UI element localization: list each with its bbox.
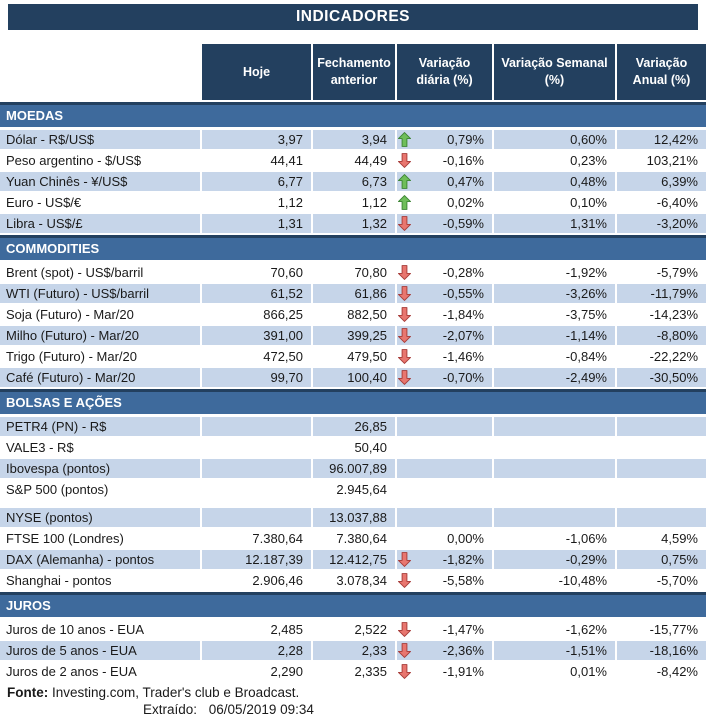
cell-var-semanal: 0,01% [492, 662, 615, 681]
cell-var-semanal [492, 438, 615, 457]
section-title: MOEDAS [6, 108, 64, 123]
cell-hoje: 1,12 [200, 193, 311, 212]
row-label: Soja (Futuro) - Mar/20 [0, 305, 200, 324]
table-row [0, 571, 706, 590]
table-row [0, 368, 706, 387]
cell-var-diaria [395, 263, 492, 282]
row-label: FTSE 100 (Londres) [0, 529, 200, 548]
row-label: Euro - US$/€ [0, 193, 200, 212]
cell-var-anual: -8,80% [615, 326, 706, 345]
cell-fechamento: 2,33 [311, 641, 395, 660]
cell-hoje [200, 438, 311, 457]
page-title: INDICADORES [8, 4, 698, 30]
up-arrow-icon [398, 131, 413, 148]
row-label: Juros de 10 anos - EUA [0, 620, 200, 639]
extracted-value: 06/05/2019 09:34 [208, 702, 314, 716]
down-arrow-icon [398, 285, 413, 302]
cell-var-diaria [395, 193, 492, 212]
cell-hoje: 1,31 [200, 214, 311, 233]
header-spacer [0, 44, 200, 100]
cell-var-semanal: -1,92% [492, 263, 615, 282]
column-header-var-semanal: Variação Semanal (%) [492, 44, 615, 100]
table-row [0, 480, 706, 499]
cell-var-diaria [395, 305, 492, 324]
extracted-label: Extraído: [143, 702, 201, 716]
cell-var-diaria [395, 417, 492, 436]
cell-hoje: 2,485 [200, 620, 311, 639]
cell-var-diaria [395, 172, 492, 191]
down-arrow-icon [398, 152, 413, 169]
row-label: DAX (Alemanha) - pontos [0, 550, 200, 569]
cell-hoje: 7.380,64 [200, 529, 311, 548]
arrow-slot [398, 439, 413, 456]
cell-var-diaria-value: -0,55% [442, 286, 484, 301]
table-row [0, 417, 706, 436]
cell-var-semanal [492, 459, 615, 478]
cell-var-diaria-value: 0,47% [447, 174, 484, 189]
section-header [0, 592, 706, 617]
column-header-var-anual: Variação Anual (%) [615, 44, 706, 100]
row-label: Milho (Futuro) - Mar/20 [0, 326, 200, 345]
table-row [0, 326, 706, 345]
cell-var-diaria [395, 347, 492, 366]
section-header [0, 102, 706, 127]
cell-fechamento: 2,335 [311, 662, 395, 681]
cell-var-diaria-value: -1,84% [442, 307, 484, 322]
cell-var-anual: -22,22% [615, 347, 706, 366]
down-arrow-icon [398, 327, 413, 344]
cell-var-anual: -6,40% [615, 193, 706, 212]
source-label: Fonte: [7, 685, 49, 700]
source-line [0, 684, 706, 701]
arrow-slot [398, 530, 413, 547]
section-title: JUROS [6, 598, 51, 613]
down-arrow-icon [398, 572, 413, 589]
cell-fechamento: 882,50 [311, 305, 395, 324]
cell-var-diaria [395, 284, 492, 303]
down-arrow-icon [398, 621, 413, 638]
table-row [0, 151, 706, 170]
cell-var-diaria [395, 459, 492, 478]
row-label: VALE3 - R$ [0, 438, 200, 457]
cell-var-diaria [395, 529, 492, 548]
arrow-slot [398, 418, 413, 435]
cell-var-semanal: -10,48% [492, 571, 615, 590]
cell-fechamento: 479,50 [311, 347, 395, 366]
cell-hoje [200, 508, 311, 527]
cell-var-semanal: -1,51% [492, 641, 615, 660]
cell-var-diaria [395, 641, 492, 660]
row-label: Juros de 5 anos - EUA [0, 641, 200, 660]
cell-var-semanal: -0,84% [492, 347, 615, 366]
table-row [0, 459, 706, 478]
down-arrow-icon [398, 306, 413, 323]
footer [0, 684, 706, 716]
cell-var-diaria-value: -0,70% [442, 370, 484, 385]
row-label: Brent (spot) - US$/barril [0, 263, 200, 282]
cell-var-anual: -18,16% [615, 641, 706, 660]
cell-var-semanal: -0,29% [492, 550, 615, 569]
cell-var-diaria [395, 550, 492, 569]
cell-fechamento: 3.078,34 [311, 571, 395, 590]
cell-hoje [200, 417, 311, 436]
table-row [0, 284, 706, 303]
cell-var-diaria [395, 214, 492, 233]
table-row [0, 305, 706, 324]
cell-var-semanal: 0,60% [492, 130, 615, 149]
table-row [0, 193, 706, 212]
cell-var-anual: -11,79% [615, 284, 706, 303]
cell-fechamento: 6,73 [311, 172, 395, 191]
cell-var-diaria [395, 368, 492, 387]
row-label: WTI (Futuro) - US$/barril [0, 284, 200, 303]
cell-hoje [200, 459, 311, 478]
cell-var-anual: -8,42% [615, 662, 706, 681]
cell-var-diaria [395, 438, 492, 457]
down-arrow-icon [398, 642, 413, 659]
cell-var-anual [615, 508, 706, 527]
cell-var-semanal: 0,48% [492, 172, 615, 191]
cell-fechamento: 96.007,89 [311, 459, 395, 478]
cell-var-diaria-value: -1,82% [442, 552, 484, 567]
table-row [0, 641, 706, 660]
cell-var-semanal: -1,14% [492, 326, 615, 345]
row-label: PETR4 (PN) - R$ [0, 417, 200, 436]
table-row [0, 620, 706, 639]
down-arrow-icon [398, 551, 413, 568]
cell-var-diaria-value: 0,02% [447, 195, 484, 210]
table-row [0, 214, 706, 233]
table-row [0, 438, 706, 457]
down-arrow-icon [398, 663, 413, 680]
cell-var-anual: -15,77% [615, 620, 706, 639]
section-header [0, 235, 706, 260]
cell-var-semanal: -1,62% [492, 620, 615, 639]
arrow-slot [398, 460, 413, 477]
cell-var-anual [615, 459, 706, 478]
cell-fechamento: 12.412,75 [311, 550, 395, 569]
cell-hoje: 6,77 [200, 172, 311, 191]
cell-var-diaria-value: -1,46% [442, 349, 484, 364]
table-row [0, 263, 706, 282]
column-header-fechamento: Fechamento anterior [311, 44, 395, 100]
cell-var-diaria [395, 662, 492, 681]
cell-var-anual: 6,39% [615, 172, 706, 191]
row-label: Trigo (Futuro) - Mar/20 [0, 347, 200, 366]
row-label: Juros de 2 anos - EUA [0, 662, 200, 681]
cell-fechamento: 44,49 [311, 151, 395, 170]
cell-var-anual [615, 438, 706, 457]
cell-fechamento: 399,25 [311, 326, 395, 345]
arrow-slot [398, 509, 413, 526]
cell-var-anual: 0,75% [615, 550, 706, 569]
table-header [0, 44, 706, 100]
cell-hoje: 3,97 [200, 130, 311, 149]
cell-fechamento: 61,86 [311, 284, 395, 303]
down-arrow-icon [398, 264, 413, 281]
cell-fechamento: 3,94 [311, 130, 395, 149]
down-arrow-icon [398, 215, 413, 232]
cell-var-anual [615, 417, 706, 436]
cell-var-semanal: -1,06% [492, 529, 615, 548]
cell-var-diaria-value: -2,36% [442, 643, 484, 658]
row-label: Ibovespa (pontos) [0, 459, 200, 478]
cell-fechamento: 7.380,64 [311, 529, 395, 548]
cell-var-diaria-value: -0,28% [442, 265, 484, 280]
table-row [0, 130, 706, 149]
cell-var-anual: -5,70% [615, 571, 706, 590]
cell-fechamento: 100,40 [311, 368, 395, 387]
cell-var-anual: -30,50% [615, 368, 706, 387]
cell-hoje: 2.906,46 [200, 571, 311, 590]
cell-var-diaria-value: -0,16% [442, 153, 484, 168]
cell-var-anual: -14,23% [615, 305, 706, 324]
cell-var-diaria-value: -1,91% [442, 664, 484, 679]
row-label: Dólar - R$/US$ [0, 130, 200, 149]
row-label: NYSE (pontos) [0, 508, 200, 527]
cell-var-semanal: 0,23% [492, 151, 615, 170]
cell-hoje [200, 480, 311, 499]
cell-var-diaria-value: -2,07% [442, 328, 484, 343]
table-row [0, 662, 706, 681]
cell-hoje: 391,00 [200, 326, 311, 345]
section-header [0, 389, 706, 414]
cell-hoje: 2,28 [200, 641, 311, 660]
row-label: Yuan Chinês - ¥/US$ [0, 172, 200, 191]
cell-fechamento: 13.037,88 [311, 508, 395, 527]
cell-hoje: 99,70 [200, 368, 311, 387]
cell-var-semanal [492, 508, 615, 527]
cell-var-semanal: -3,75% [492, 305, 615, 324]
cell-var-anual: 4,59% [615, 529, 706, 548]
cell-var-semanal: -2,49% [492, 368, 615, 387]
arrow-slot [398, 481, 413, 498]
cell-var-semanal [492, 480, 615, 499]
cell-var-anual: 103,21% [615, 151, 706, 170]
cell-fechamento: 50,40 [311, 438, 395, 457]
down-arrow-icon [398, 369, 413, 386]
column-header-hoje: Hoje [200, 44, 311, 100]
row-label: Libra - US$/£ [0, 214, 200, 233]
cell-var-diaria-value: -5,58% [442, 573, 484, 588]
row-label: Shanghai - pontos [0, 571, 200, 590]
cell-hoje: 61,52 [200, 284, 311, 303]
cell-var-semanal [492, 417, 615, 436]
cell-var-semanal: 0,10% [492, 193, 615, 212]
row-label: Café (Futuro) - Mar/20 [0, 368, 200, 387]
table-row [0, 508, 706, 527]
cell-var-diaria [395, 508, 492, 527]
up-arrow-icon [398, 173, 413, 190]
cell-fechamento: 2.945,64 [311, 480, 395, 499]
cell-fechamento: 2,522 [311, 620, 395, 639]
cell-var-diaria-value: 0,79% [447, 132, 484, 147]
cell-var-diaria-value: -1,47% [442, 622, 484, 637]
cell-var-diaria [395, 620, 492, 639]
column-header-var-diaria: Variação diária (%) [395, 44, 492, 100]
source-text: Investing.com, Trader's club e Broadcast. [52, 685, 300, 700]
extracted-line [0, 701, 706, 716]
cell-hoje: 2,290 [200, 662, 311, 681]
cell-var-anual [615, 480, 706, 499]
up-arrow-icon [398, 194, 413, 211]
cell-var-anual: -5,79% [615, 263, 706, 282]
cell-hoje: 472,50 [200, 347, 311, 366]
table-row [0, 550, 706, 569]
cell-var-anual: 12,42% [615, 130, 706, 149]
cell-hoje: 44,41 [200, 151, 311, 170]
cell-fechamento: 1,32 [311, 214, 395, 233]
cell-hoje: 12.187,39 [200, 550, 311, 569]
cell-var-semanal: 1,31% [492, 214, 615, 233]
row-label: S&P 500 (pontos) [0, 480, 200, 499]
cell-var-anual: -3,20% [615, 214, 706, 233]
down-arrow-icon [398, 348, 413, 365]
table-body [0, 102, 706, 681]
cell-fechamento: 70,80 [311, 263, 395, 282]
cell-var-semanal: -3,26% [492, 284, 615, 303]
cell-fechamento: 26,85 [311, 417, 395, 436]
cell-var-diaria-value: 0,00% [447, 531, 484, 546]
row-label: Peso argentino - $/US$ [0, 151, 200, 170]
cell-var-diaria [395, 130, 492, 149]
cell-var-diaria [395, 326, 492, 345]
cell-var-diaria [395, 151, 492, 170]
table-row [0, 172, 706, 191]
cell-var-diaria [395, 480, 492, 499]
cell-hoje: 866,25 [200, 305, 311, 324]
cell-var-diaria-value: -0,59% [442, 216, 484, 231]
cell-hoje: 70,60 [200, 263, 311, 282]
cell-var-diaria [395, 571, 492, 590]
table-row [0, 347, 706, 366]
cell-fechamento: 1,12 [311, 193, 395, 212]
table-row [0, 529, 706, 548]
section-title: BOLSAS E AÇÕES [6, 395, 122, 410]
section-title: COMMODITIES [6, 241, 100, 256]
